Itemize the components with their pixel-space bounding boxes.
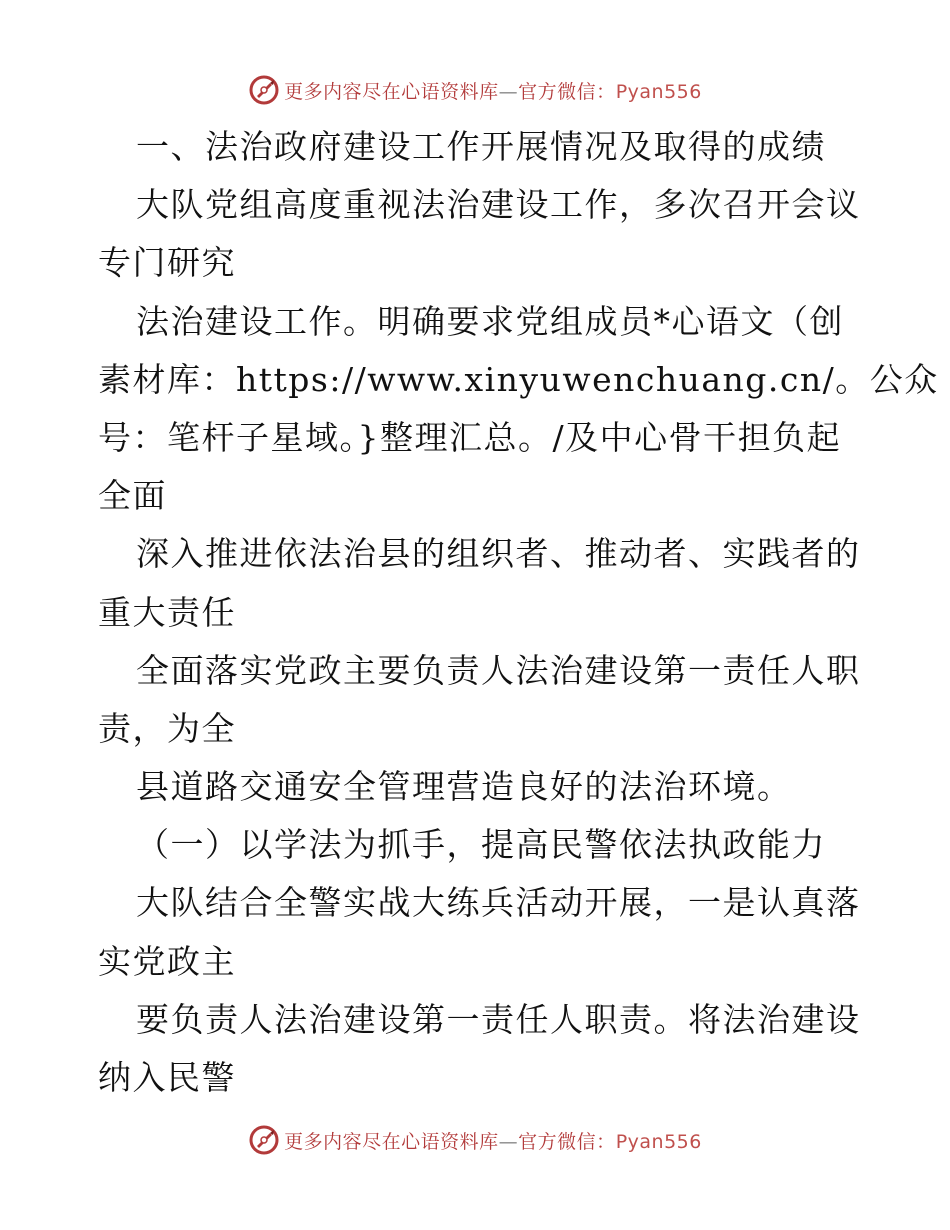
- banner-suffix: 官方微信：: [518, 80, 616, 103]
- footer-banner: [0, 1120, 950, 1160]
- paragraph-line: 专门研究: [98, 243, 236, 283]
- paragraph-line: 重大责任: [98, 592, 236, 632]
- banner-suffix: 官方微信：: [518, 1130, 616, 1153]
- paragraph-line: 县道路交通安全管理营造良好的法治环境。: [136, 767, 792, 807]
- paragraph-line: 大队结合全警实战大练兵活动开展，一是认真落: [136, 883, 861, 923]
- banner-title: 更多内容尽在心语资料库: [284, 80, 499, 103]
- banner-text: [284, 1127, 702, 1154]
- banner-account: Pyan556: [615, 1130, 702, 1153]
- banner-separator: —: [498, 80, 519, 103]
- paragraph-line: 责，为全: [98, 708, 236, 748]
- paragraph-line: 全面落实党政主要负责人法治建设第一责任人职: [136, 650, 861, 690]
- paragraph-line: 实党政主: [98, 941, 236, 981]
- quill-logo-icon: [248, 1124, 280, 1156]
- paragraph-line: 素材库：https://www.xinyuwenchuang.cn/。公众: [98, 359, 939, 399]
- banner-title: 更多内容尽在心语资料库: [284, 1130, 499, 1153]
- paragraph-line: 法治建设工作。明确要求党组成员*心语文（创: [136, 301, 844, 341]
- paragraph-line: 全面: [98, 476, 167, 516]
- paragraph-line: 大队党组高度重视法治建设工作，多次召开会议: [136, 185, 861, 225]
- banner-text: [284, 77, 702, 104]
- quill-logo-icon: [248, 74, 280, 106]
- document-body: [98, 118, 939, 1107]
- paragraph-line: 要负责人法治建设第一责任人职责。将法治建设: [136, 999, 861, 1039]
- paragraph-line: 深入推进依法治县的组织者、推动者、实践者的: [136, 534, 861, 574]
- paragraph-line: 号：笔杆子星域。}整理汇总。/及中心骨干担负起: [98, 417, 842, 457]
- header-banner: [0, 70, 950, 110]
- banner-separator: —: [498, 1130, 519, 1153]
- section-heading: 一、法治政府建设工作开展情况及取得的成绩: [136, 127, 826, 166]
- paragraph-line: 纳入民警: [98, 1058, 236, 1097]
- banner-account: Pyan556: [615, 80, 702, 103]
- subsection-heading: （一）以学法为抓手，提高民警依法执政能力: [136, 825, 826, 865]
